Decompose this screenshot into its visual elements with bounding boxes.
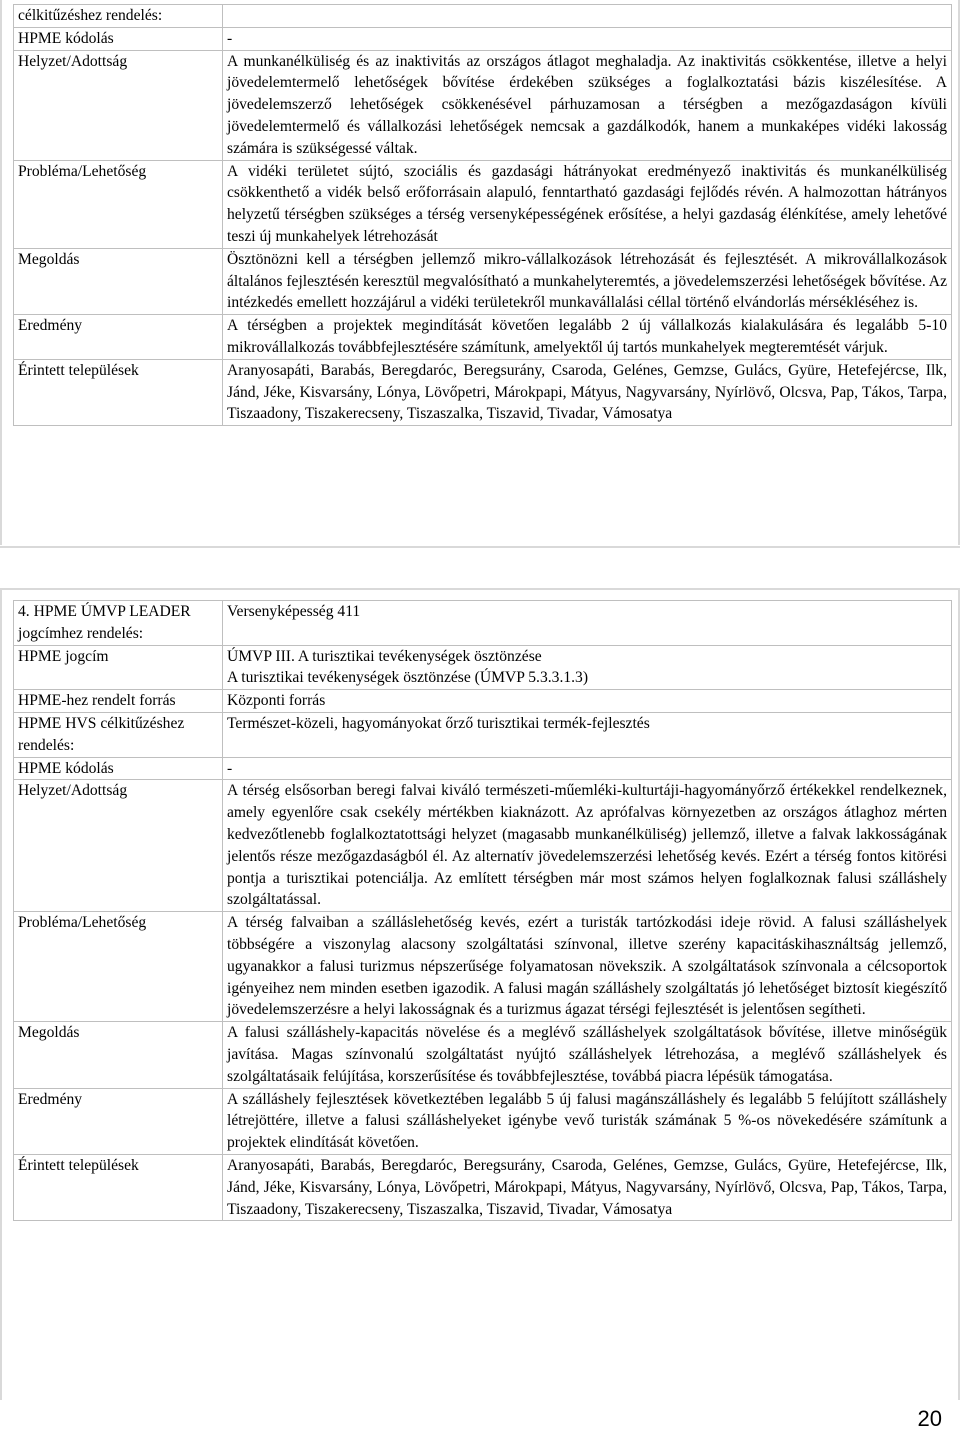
row-label: HPME-hez rendelt forrás bbox=[14, 690, 223, 713]
row-label: Helyzet/Adottság bbox=[14, 50, 223, 160]
row-value: A falusi szálláshely-kapacitás növelése és a meglévő szálláshelyek szolgáltatások bővítése, illetve minőségük javítása. Magas színvonalú szolgáltatást nyújtó szálláshelyek létrehozása, a meglévő szálláshelyek és szolgáltatásaik felújítása, korszerűsítése és továbbfejlesztése, továbbá piacra lépésük támogatása. bbox=[223, 1022, 952, 1088]
row-value bbox=[223, 5, 952, 28]
table-row bbox=[14, 359, 952, 425]
row-value: A vidéki területet sújtó, szociális és gazdasági hátrányokat eredményező inaktivitás és munkanélküliség csökkenthető a vidék belső erőforrásain alapuló, fenntartható gazdasági fejlődés révén. A halmozottan hátrányos helyzetű térségben szükséges a térség versenyképességének erősítése, a helyi gazdaság élénkítése, amely lehetővé teszi új munkahelyek létrehozását bbox=[223, 160, 952, 248]
row-label: HPME HVS célkitűzéshez rendelés: bbox=[14, 712, 223, 757]
row-value: A térségben a projektek megindítását követően legalább 2 új vállalkozás kialakulására és legalább 5-10 mikrovállalkozás továbbfejlesztésére számítunk, amelyektől új tartós munkahelyek megteremtését várjuk. bbox=[223, 315, 952, 360]
table-row bbox=[14, 5, 952, 28]
table-row bbox=[14, 1088, 952, 1154]
row-label: Érintett települések bbox=[14, 1154, 223, 1220]
row-label: HPME jogcím bbox=[14, 645, 223, 690]
table-row bbox=[14, 1154, 952, 1220]
row-value: A térség falvaiban a szálláslehetőség kevés, ezért a turisták tartózkodási ideje rövid. A falusi szálláshelyek többségére a viszonylag alacsony szolgáltatási színvonal, illetve szerény kapacitáskihasználtság jellemző, ugyanakkor a falusi turizmus népszerűsége folyamatosan növekszik. A szolgáltatások színvonala a célcsoportok igényeihez nem minden esetben igazodik. A falusi magán szálláshely szolgáltatás jó lehetőséget biztosít kiegészítő jövedelemszerzésre a helyi lakosságnak és a turizmus ágazat térségi fejlesztését is jelentősen segítheti. bbox=[223, 912, 952, 1022]
row-label: Eredmény bbox=[14, 1088, 223, 1154]
row-value: A munkanélküliség és az inaktivitás az országos átlagot meghaladja. Az inaktivitás csökkentése, illetve a helyi jövedelemtermelő lehetőségek bővítése érdekében szükséges a foglalkoztatási bázis kiszélesítése. A jövedelemszerző lehetőségek csökkenésével párhuzamosan a térségben a mezőgazdaságon kívüli jövedelemtermelő és vállalkozási lehetőségek nemcsak a gazdálkodók, hanem a munkaképes vidéki lakosság számára is szükségessé váltak. bbox=[223, 50, 952, 160]
row-label: Probléma/Lehetőség bbox=[14, 160, 223, 248]
table-row bbox=[14, 690, 952, 713]
table-row bbox=[14, 601, 952, 646]
table-row bbox=[14, 248, 952, 314]
jogcim-line: ÚMVP III. A turisztikai tevékenységek ösztönzése bbox=[227, 647, 542, 665]
row-value: A szálláshely fejlesztések következtében legalább 5 új falusi magánszálláshely és legalább 5 felújított szálláshely létrejöttére, illetve a falusi szálláshelyeket igénybe vevő turisták számának 5 %-os növekedésére számítunk a projektek elindítását követően. bbox=[223, 1088, 952, 1154]
row-value: - bbox=[223, 757, 952, 780]
row-value: Aranyosapáti, Barabás, Beregdaróc, Beregsurány, Csaroda, Gelénes, Gemzse, Gulács, Gyüre, Hetefejércse, Ilk, Jánd, Jéke, Kisvarsány, Lónya, Lövőpetri, Márokpapi, Mátyus, Nagyvarsány, Nyírlövő, Olcsva, Pap, Tákos, Tarpa, Tiszaadony, Tiszakerecseny, Tiszaszalka, Tiszavid, Tivadar, Vámosatya bbox=[223, 1154, 952, 1220]
row-value: A térség elsősorban beregi falvai kiváló természeti-műemléki-kulturtáji-hagyományőrző értékekkel rendelkeznek, amely egyenlőre csak csekély mértékben kiaknázott. Az aprófalvas környezetben az országos átlaghoz mérten kedvezőtlenebb foglalkoztatottsági helyzet (magasabb munkanélküliség) jellemző, illetve a falvak lakkosságának jelentős része mezőgazdaságból él. Az alternatív jövedelemszerzési lehetőség kevés. Ezért a térség fontos kitörési pontja a turisztikai potenciálja. Az említett térségben már most számos helyen foglalkoznak falusi szálláshely szolgáltatással. bbox=[223, 780, 952, 912]
table-row bbox=[14, 912, 952, 1022]
table-row bbox=[14, 1022, 952, 1088]
table-row bbox=[14, 645, 952, 690]
measure-table-1 bbox=[13, 4, 952, 426]
row-label: 4. HPME ÚMVP LEADER jogcímhez rendelés: bbox=[14, 601, 223, 646]
row-label: Helyzet/Adottság bbox=[14, 780, 223, 912]
row-label: célkitűzéshez rendelés: bbox=[14, 5, 223, 28]
row-label: Megoldás bbox=[14, 1022, 223, 1088]
row-label: Megoldás bbox=[14, 248, 223, 314]
table-row bbox=[14, 757, 952, 780]
table-row bbox=[14, 712, 952, 757]
left-margin-rule bbox=[0, 0, 2, 545]
row-label: Eredmény bbox=[14, 315, 223, 360]
row-label: HPME kódolás bbox=[14, 757, 223, 780]
left-margin-rule bbox=[0, 590, 2, 1400]
measure-table-2 bbox=[13, 600, 952, 1221]
row-value bbox=[223, 645, 952, 690]
table-row bbox=[14, 780, 952, 912]
row-label: Probléma/Lehetőség bbox=[14, 912, 223, 1022]
page-number: 20 bbox=[917, 1406, 942, 1431]
row-value: Központi forrás bbox=[223, 690, 952, 713]
table-row bbox=[14, 315, 952, 360]
table-row bbox=[14, 160, 952, 248]
row-value: Ösztönözni kell a térségben jellemző mikro-vállalkozások létrehozását és fejlesztését. A mikrovállalkozások általános fejlesztésén keresztül megvalósítható a munkahelyteremtés, a jövedelemszerzési lehetőségek bővítése. Az intézkedés emellett hozzájárul a vidéki területekről munkavállalási céllal történő elvándorlás mérsékléséhez is. bbox=[223, 248, 952, 314]
row-value: Természet-közeli, hagyományokat őrző turisztikai termék-fejlesztés bbox=[223, 712, 952, 757]
row-label: Érintett települések bbox=[14, 359, 223, 425]
row-value: Aranyosapáti, Barabás, Beregdaróc, Beregsurány, Csaroda, Gelénes, Gemzse, Gulács, Gyüre, Hetefejércse, Ilk, Jánd, Jéke, Kisvarsány, Lónya, Lövőpetri, Márokpapi, Mátyus, Nagyvarsány, Nyírlövő, Olcsva, Pap, Tákos, Tarpa, Tiszaadony, Tiszakerecseny, Tiszaszalka, Tiszavid, Tivadar, Vámosatya bbox=[223, 359, 952, 425]
table-row bbox=[14, 50, 952, 160]
table-row bbox=[14, 27, 952, 50]
row-value: - bbox=[223, 27, 952, 50]
jogcim-line: A turisztikai tevékenységek ösztönzése (ÚMVP 5.3.3.1.3) bbox=[227, 669, 589, 687]
section-divider bbox=[0, 546, 960, 548]
section-divider bbox=[0, 588, 960, 590]
row-value: Versenyképesség 411 bbox=[223, 601, 952, 646]
row-label: HPME kódolás bbox=[14, 27, 223, 50]
